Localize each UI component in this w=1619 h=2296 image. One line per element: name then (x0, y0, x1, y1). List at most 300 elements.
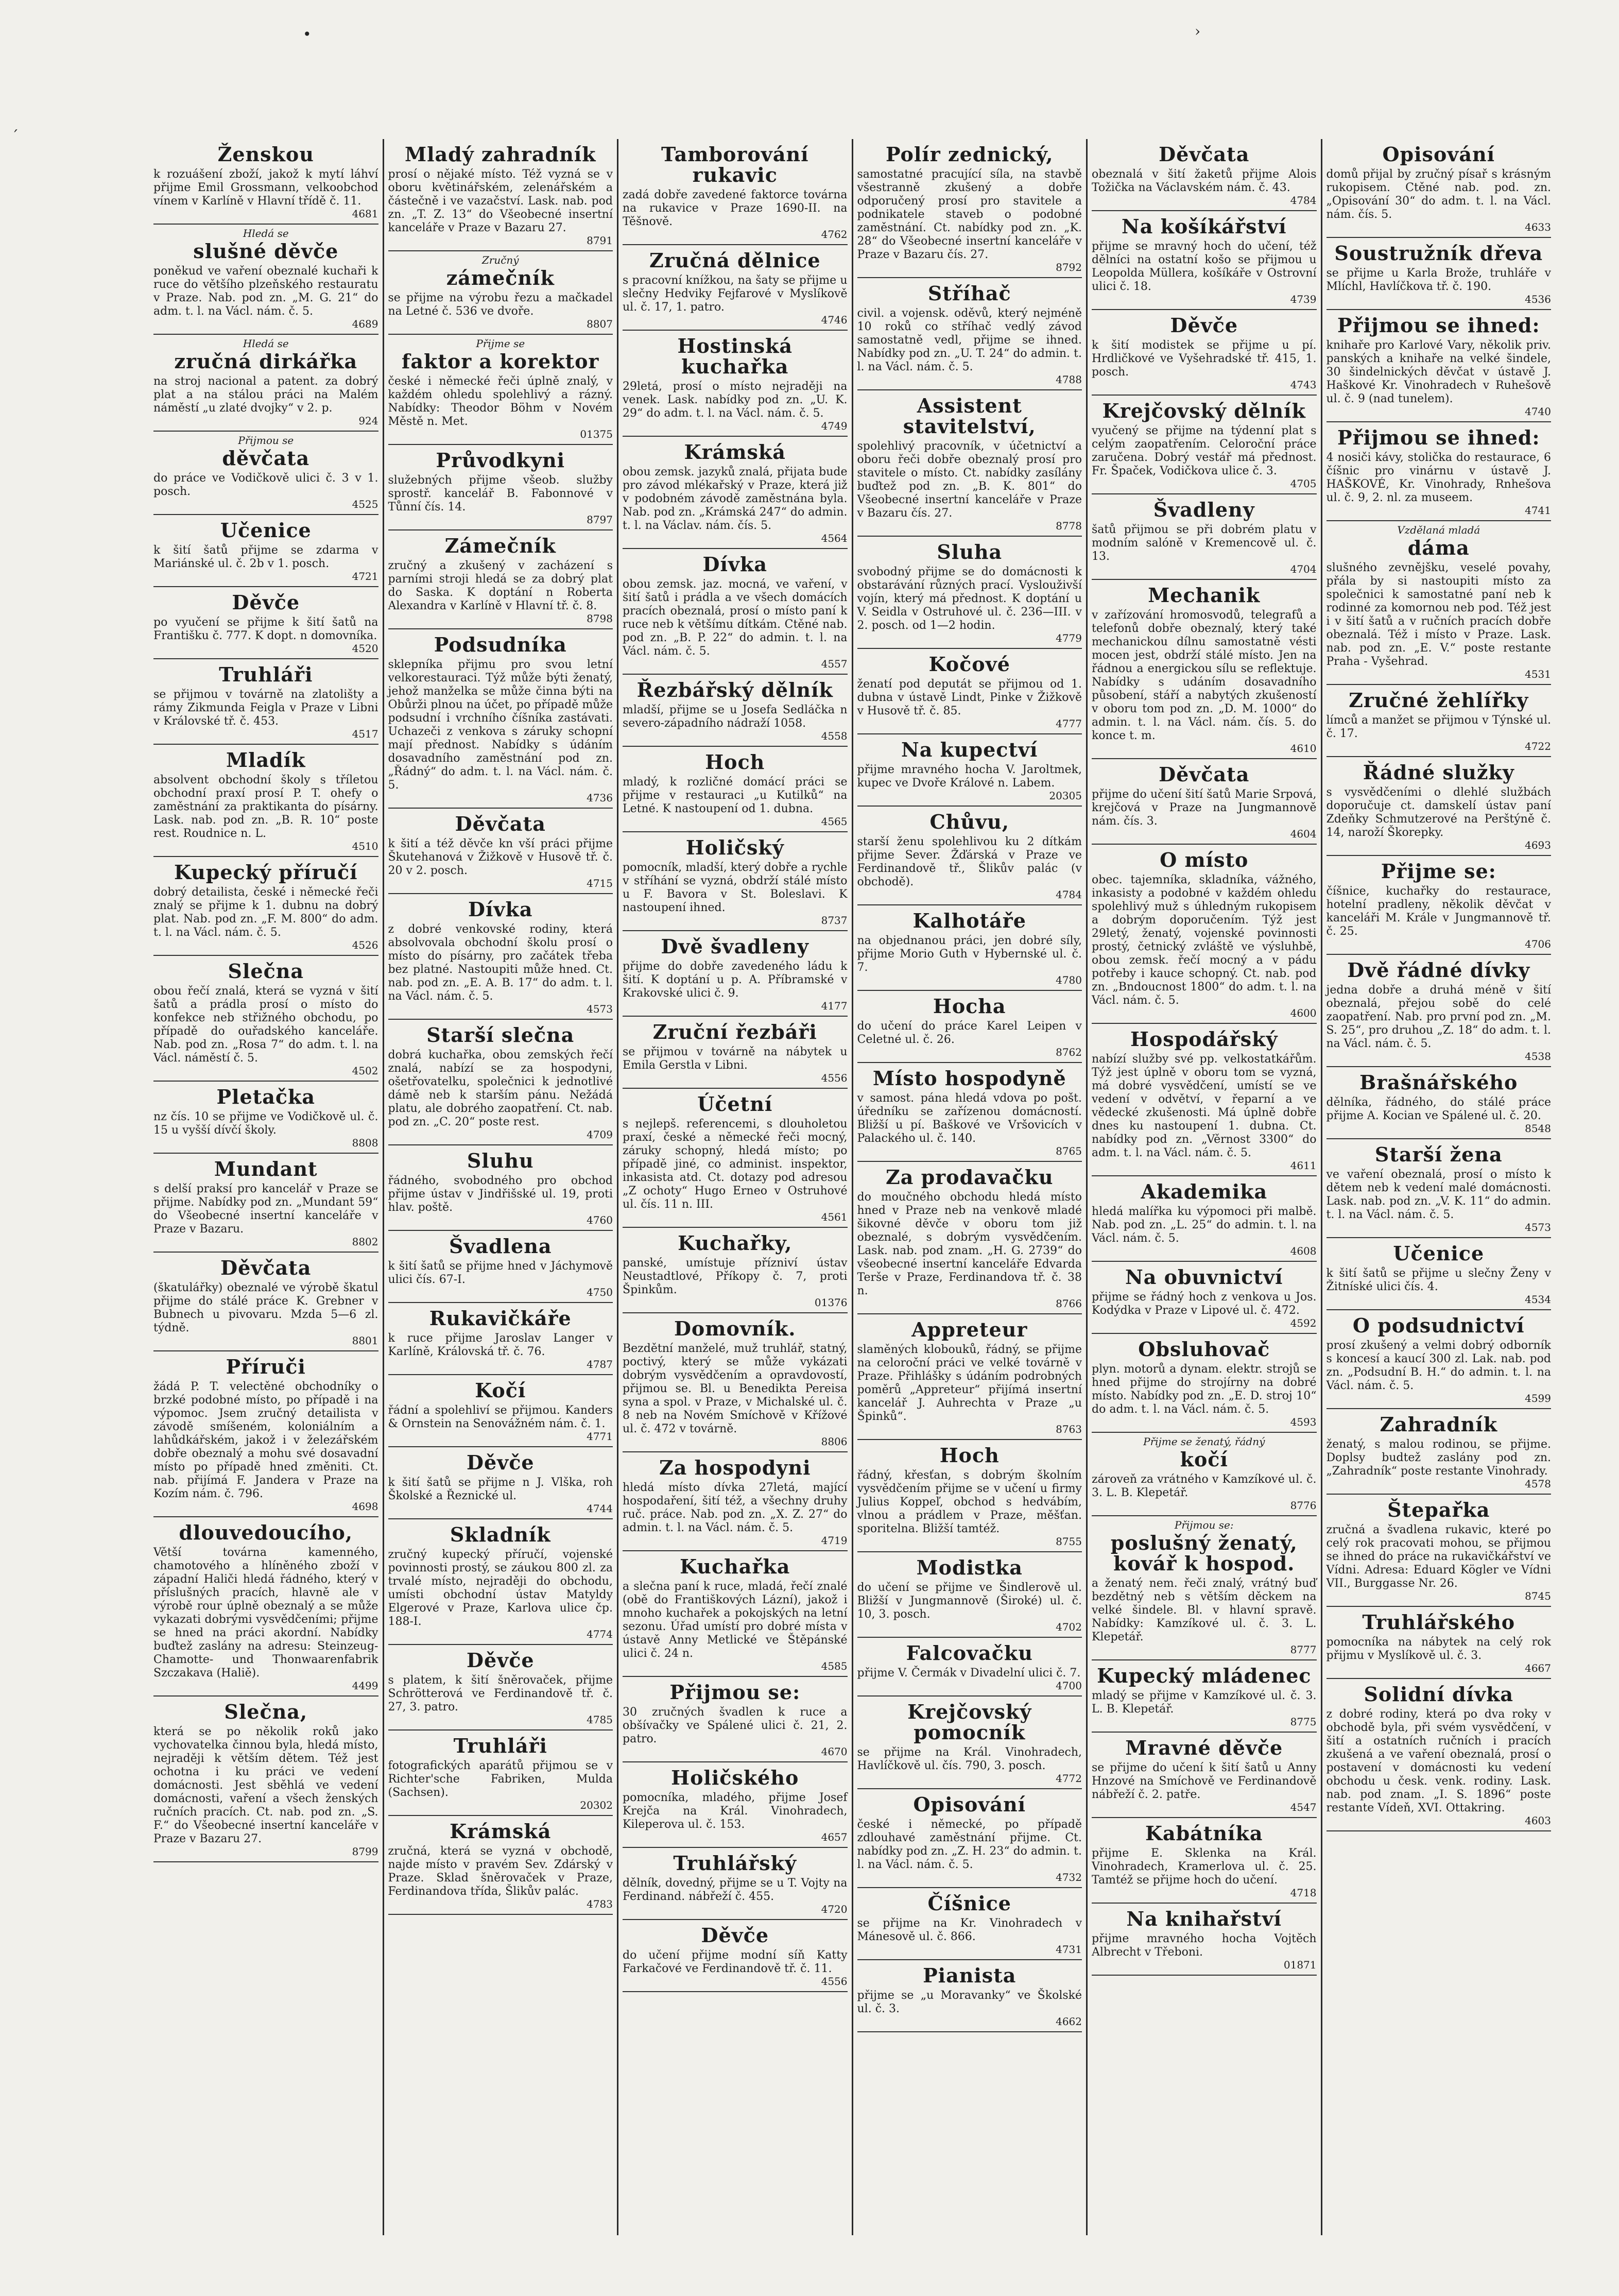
ad-text: do učení do práce Karel Leipen v Celetné ul. č. 26. (857, 1020, 1082, 1046)
classified-ad (388, 1730, 613, 1816)
ad-text: slušného zevnějšku, veselé povahy, přála by si nastoupiti místo za společnici k samostatné paní neb k rodinné za komornou neb pod. Též jest i v šití šatů a v ručních pracích dobře obeznalá. Též i místo v Praze. Lask. nab. pod zn. „E. V.“ poste restante Praha - Vyšehrad. (1326, 561, 1551, 668)
ad-code: 4779 (1056, 632, 1082, 644)
classified-ad (388, 894, 613, 1020)
ad-code: 8745 (1525, 1590, 1551, 1602)
classified-ad (623, 245, 848, 331)
classified-ad (388, 629, 613, 809)
classified-ad (1092, 1024, 1317, 1176)
classified-ad (1092, 1904, 1317, 1976)
ad-code: 8808 (352, 1137, 378, 1149)
classified-ad (1092, 580, 1317, 759)
ad-title: Štepařka (1387, 1498, 1490, 1521)
ad-code: 4510 (352, 840, 378, 852)
ad-title: Kočové (928, 653, 1010, 676)
ad-title: Děvče (466, 1649, 535, 1672)
classified-ad (388, 1816, 613, 1915)
ad-code: 8792 (1056, 261, 1082, 273)
ad-text: české i německé řeči úplně znalý, v každém ohledu spolehlivý a rázný. Nabídky: Theodor Böhm v Novém Městě n. Met. (388, 375, 613, 428)
ad-title: zámečník (446, 266, 555, 289)
ad-text: k šití modistek se přijme u pí. Hrdličkové ve Vyšehradské tř. 415, 1. posch. (1092, 339, 1317, 379)
ad-title: Kočí (475, 1379, 526, 1402)
ad-text: s platem, k šití šněrovaček, přijme Schrötterová ve Ferdinandově tř. č. 27, 3. patro. (388, 1674, 613, 1714)
classified-ad (153, 1082, 378, 1154)
ad-title: Opisování (1382, 143, 1495, 166)
ad-code: 924 (358, 415, 378, 427)
classified-ad (623, 747, 848, 832)
classified-ad (857, 278, 1082, 390)
ad-title: Děvčata (1159, 763, 1250, 786)
ad-title: Truhlářského (1362, 1610, 1515, 1634)
ad-title: Kabátníka (1145, 1822, 1263, 1845)
ad-text: domů přijal by zručný písař s krásným rukopisem. Ctěné nab. pod. zn. „Opisování 30“ do adm. t. l. na Václ. nám. čís. 5. (1326, 168, 1551, 221)
classified-ad (153, 335, 378, 432)
ad-pretitle: Přijmou se (238, 434, 294, 447)
ad-code: 4746 (821, 314, 848, 326)
ad-text: knihaře pro Karlové Vary, několik priv. panských a knihaře na velké šindele, 30 šindelnických děvčat v ústavě J. Haškové Kr. Vinohradech v Ruhešově ul. č. 9 (nad tunelem). (1326, 339, 1551, 405)
ad-text: se přijme na Král. Vinohradech, Havlíčkově ul. čís. 790, 3. posch. (857, 1746, 1082, 1772)
ad-text: civil. a vojensk. oděvů, který nejméně 10 roků co stříhač vedlý závod samostatně vedl, přijme se ihned. Nabídky pod zn. „U. T. 24“ do admin. t. l. na Václ. nám. č. 5. (857, 307, 1082, 373)
ad-title: Solidní dívka (1364, 1683, 1514, 1706)
ad-code: 8806 (821, 1435, 848, 1448)
ad-code: 01376 (814, 1296, 848, 1309)
ad-code: 4657 (821, 1831, 848, 1843)
ad-title: Dívka (468, 898, 533, 921)
classified-ad (623, 675, 848, 747)
ad-title: Učenice (1393, 1242, 1485, 1265)
ad-code: 4557 (821, 658, 848, 670)
ad-text: dobrá kuchařka, obou zemských řečí znalá, nabízí se za hospodyni, ošetřovatelku, společnici k jednotlivé dámě neb k starším pánu. Nežádá platu, ale dobrého zaopatření. Ct. nab. pod zn. „C. 20“ poste rest. (388, 1049, 613, 1128)
classified-ad (153, 139, 378, 225)
ad-code: 4600 (1290, 1007, 1317, 1019)
classified-ad (153, 225, 378, 335)
ad-code: 4771 (587, 1430, 613, 1443)
ad-text: panské, umístuje přízniví ústav Neustadtlové, Příkopy č. 7, proti Špinkům. (623, 1257, 848, 1296)
classified-ad (1327, 422, 1552, 521)
classified-ad (623, 549, 848, 675)
classified-ad (1327, 310, 1552, 422)
ad-title: Mladý zahradník (405, 143, 596, 166)
ad-title: Truhláři (219, 663, 313, 686)
ad-code: 4608 (1290, 1245, 1317, 1257)
ad-text: ve vaření obeznalá, prosí o místo k dětem neb k vedení malé domácnosti. Lask. nab. pod zn. „V. K. 11“ do admin. t. l. na Václ. nám. č. 5. (1326, 1168, 1551, 1221)
ad-title: Účetní (697, 1092, 773, 1116)
ad-code: 4592 (1290, 1317, 1317, 1329)
ad-text: do učení přijme modní síň Katty Farkačové ve Ferdinandově tř. č. 11. (623, 1949, 848, 1975)
ad-text: a ženatý nem. řeči znalý, vrátný buď bezdětný neb s větším děckem na velké šindele. Bl. v hlavní spravě. Nabídky: Kamzíkové ul. č. 3. L. Klepetář. (1092, 1577, 1317, 1643)
classified-ad (623, 1762, 848, 1848)
ad-code: 4573 (587, 1003, 613, 1015)
classified-ad (1327, 1139, 1552, 1238)
classified-ad (857, 390, 1082, 537)
ad-code: 4531 (1525, 668, 1551, 680)
classified-ad (857, 1552, 1082, 1638)
ad-title: Hocha (933, 995, 1006, 1018)
classified-ad (1092, 494, 1317, 580)
ad-title: Na košíkářství (1121, 215, 1287, 238)
ad-text: mladší, přijme se u Josefa Sedláčka n severo-západního nádraží 1058. (623, 704, 848, 730)
ad-title: Assistent stavitelství, (903, 394, 1036, 438)
classified-ad (623, 832, 848, 931)
ad-code: 4534 (1525, 1293, 1551, 1306)
ad-title: Ženskou (217, 143, 314, 166)
ad-text: přijme se mravný hoch do učení, též dělníci na ostatní košo se přijmou u Leopolda Müllera, košíkáře v Ostrovní ulici č. 18. (1092, 240, 1317, 293)
ad-title: Průvodkyni (436, 449, 565, 472)
ad-text: k rozuášení zboží, jakož k mytí láhví přijme Emil Grossmann, velkoobchod vínem v Karlíně v Hlavní třídě č. 11. (153, 168, 378, 208)
ad-code: 8762 (1056, 1046, 1082, 1058)
ad-title: Za prodavačku (885, 1166, 1054, 1189)
ad-text: obec. tajemníka, skladníka, vážného, inkasisty a podobné v každém ohledu spolehlivý muž s úhledným rukopisem a dobrým doporučením. Týž jest 29letý, ženatý, vojenské povinnosti prostý, četnický zvláště ve výsluhbě, obou zemsk. řečí mocný a v pádu potřeby i kauce schopný. Ct. nab. pod zn. „Bndoucnost 1800“ do adm. t. l. na Václ. nám. č. 5. (1092, 873, 1317, 1007)
ad-code: 8763 (1056, 1423, 1082, 1435)
ad-text: žádá P. T. velectěné obchodníky o brzké podobné místo, po případě i na výpomoc. Jsem zručný detailista v závodě smíšeném, koloniálním a lahůdkářském, jakož i v železářském dobře obeznalý a mohu své dosavadní místo po případě hned změniti. Ct. nab. přijímá F. Jandera v Praze na Kozím nám. č. 796. (153, 1380, 378, 1500)
ad-text: šatů přijmou se při dobrém platu v modním salóně v Kremencově ul. č. 13. (1092, 523, 1317, 563)
ad-code: 4689 (352, 318, 378, 330)
ad-code: 4558 (821, 730, 848, 742)
ad-pretitle: Zručný (481, 254, 519, 266)
ad-code: 4700 (1056, 1680, 1082, 1692)
ad-text: české i německé, po případě zdlouhavé zaměstnání přijme. Ct. nabídky pod zn. „Z. H. 23“ do admin. t. l. na Václ. nám. č. 5. (857, 1818, 1082, 1871)
classified-ad (388, 335, 613, 445)
ad-code: 4719 (821, 1534, 848, 1547)
ad-text: spolehlivý pracovník, v účetnictví a oboru řeči dobře obeznalý prosí pro stavitele o místo. Ct. nabídky zasílány buďtež pod zn. „B. K. 801“ do Všeobecné insertní kanceláře v Praze v Bazaru čís. 27. (857, 440, 1082, 520)
classified-ad (1092, 1733, 1317, 1818)
ad-text: k ruce přijme Jaroslav Langer v Karlíně, Královská tř. č. 76. (388, 1332, 613, 1358)
ad-code: 4538 (1525, 1050, 1551, 1063)
ad-title: Falcovačku (906, 1641, 1033, 1665)
ad-text: poněkud ve vaření obeznalé kuchaři k ruce do většího plzeňského restauratu v Praze. Nab. pod zn. „M. G. 21“ do adm. t. l. na Václ. nám. č. 5. (153, 265, 378, 318)
ad-title: Domovník. (674, 1317, 796, 1340)
classified-ad (1092, 139, 1317, 211)
ad-text: plyn. motorů a dynam. elektr. strojů se hned přijme do strojírny na dobré místo. Nabídky pod zn. „E. D. stroj 10“ do adm. t. l. na Václ. nám. č. 5. (1092, 1363, 1317, 1416)
ad-text: zručná a švadlena rukavic, které po celý rok pracovati mohou, se přijmou se ihned do práce na rukavičkářství ve Vídni. Adresa: Eduard Kögler ve Vídni VII., Burggasse Nr. 26. (1326, 1523, 1551, 1590)
ad-text: Bezdětní manželé, muž truhlář, statný, poctivý, který se může vykázati dobrým vysvědčením a opravdovostí, přijmou se. Bl. u Benedikta Pereisa syna a spol. v Praze, v Michalské ul. č. 8 neb na Novém Smíchově v Křížové ul. č. 472 v továrně. (623, 1342, 848, 1435)
ad-code: 8755 (1056, 1535, 1082, 1548)
classified-ad (153, 857, 378, 956)
ad-title: Děvče (232, 591, 300, 614)
classified-ad (153, 515, 378, 587)
ad-title: Starší slečna (426, 1023, 575, 1047)
ad-pretitle: Přijmou se: (1174, 1519, 1234, 1531)
ad-text: nz čís. 10 se přijme ve Vodičkově ul. č. 15 u vyšší dívčí školy. (153, 1110, 378, 1137)
ad-title: Švadleny (1153, 498, 1255, 521)
column-3 (617, 139, 852, 2235)
classified-ad (1327, 1679, 1552, 1831)
ad-code: 4702 (1056, 1621, 1082, 1633)
ad-text: s vysvědčeními o dlehlé službách doporučuje ct. damskelí ústav paní Zdeňky Schmutzerové na Perštýně č. 14, naroží Škorepky. (1326, 786, 1551, 839)
ad-code: 4721 (352, 570, 378, 582)
ad-text: zručný kupecký příručí, vojenské povinnosti prostý, se záukou 800 zl. za trvalé místo, nejraději do obchodu, umísti obchodní ústav Matyldy Elgerové v Praze, Karlova ulice čp. 188-I. (388, 1548, 613, 1628)
ad-text: samostatné pracující síla, na stavbě všestranně zkušený a dobře odporučený prosí pro stavitele a podnikatele staveb o podobné zaměstnání. Ct. nabídky pod zn. „K. 28“ do Všeobecné insertní kanceláře v Praze v Bazaru čís. 27. (857, 168, 1082, 261)
classified-ad (1327, 1409, 1552, 1495)
ad-title: Chůvu, (929, 810, 1009, 833)
classified-ad (857, 1063, 1082, 1162)
classified-ad (623, 437, 848, 549)
ad-text: pomocník, mladší, který dobře a rychle v stříhání se vyzná, obdrží stálé místo u F. Bavora v St. Boleslavi. K nastoupení ihned. (623, 861, 848, 914)
ad-code: 4783 (587, 1898, 613, 1910)
ad-title: Na kupectví (901, 738, 1038, 761)
ad-text: přijme mravného hocha Vojtěch Albrecht v Třeboni. (1092, 1932, 1317, 1959)
ad-code: 20305 (1049, 790, 1082, 802)
ad-title: O podsudnictví (1352, 1314, 1525, 1337)
classified-ad (388, 1519, 613, 1645)
ad-title: Zruční řezbáři (652, 1020, 817, 1043)
classified-ad (857, 1638, 1082, 1697)
ad-text: přijme E. Sklenka na Král. Vinohradech, Kramerlova ul. č. 25. Tamtéž se přijme hoch do učení. (1092, 1847, 1317, 1887)
classified-ad (623, 1677, 848, 1762)
ad-text: z dobré venkovské rodiny, která absolvovala obchodní školu prosí o místo do písárny, pro začátek třeba bez platné. Nastoupiti může hned. Ct. nab. pod zn. „E. A. B. 17“ do adm. t. l. na Václ. nám. č. 5. (388, 923, 613, 1003)
ad-code: 8776 (1290, 1499, 1317, 1512)
ad-text: se přijme do učení k šití šatů u Anny Hnzové na Smíchově ve Ferdinandově nábřeží č. 2. patře. (1092, 1761, 1317, 1801)
ad-code: 4760 (587, 1214, 613, 1226)
ad-code: 8802 (352, 1236, 378, 1248)
ad-title: Krejčovský pomocník (907, 1700, 1032, 1744)
ad-title: Děvčata (455, 812, 546, 835)
ad-text: pomocníka na nábytek na celý rok přijmu v Myslíkově ul. č. 3. (1326, 1636, 1551, 1662)
ad-code: 4681 (352, 208, 378, 220)
classified-ad (857, 734, 1082, 807)
ad-title: Modistka (916, 1556, 1023, 1579)
ad-code: 8801 (352, 1334, 378, 1347)
ad-text: mladý se přijme v Kamzíkové ul. č. 3. L. B. Klepetář. (1092, 1689, 1317, 1716)
ad-text: z dobré rodiny, která po dva roky v obchodě byla, při svém vysvědčení, v šití a ostatních ručních i pracích zkušená a ve vaření obeznalá, prosí o postavení v domácnosti ku vedení obchodu u česk. venk. rodiny. Lask. nab. pod znam. „I. S. 1896“ poste restante Vídeň, XVI. Ottakring. (1326, 1708, 1551, 1814)
classified-ad (1092, 845, 1317, 1024)
ad-code: 4784 (1290, 194, 1317, 207)
ad-title: Na knihařství (1126, 1907, 1282, 1930)
ad-title: Řezbářský dělník (636, 678, 833, 701)
classified-ad (153, 1351, 378, 1517)
classified-ad (1092, 1262, 1317, 1334)
ad-title: Mechanik (1148, 584, 1261, 607)
ad-code: 4517 (352, 728, 378, 740)
classified-ad (153, 1517, 378, 1697)
ad-code: 4718 (1290, 1887, 1317, 1899)
ad-text: k šití šatů se přijme u slečny Ženy v Žitníské ulici čís. 4. (1326, 1267, 1551, 1293)
classified-ad (153, 1154, 378, 1253)
classified-ad (1092, 759, 1317, 845)
classified-ad (1327, 757, 1552, 856)
ad-code: 4750 (587, 1286, 613, 1298)
ad-title: O místo (1160, 848, 1249, 871)
ad-title: Truhláři (453, 1734, 547, 1757)
ad-code: 4556 (821, 1975, 848, 1987)
ad-text: řádní a spolehliví se přijmou. Kanders & Ornstein na Senovážném nám. č. 1. (388, 1404, 613, 1430)
ad-title: Kuchařky, (678, 1231, 793, 1255)
ad-code: 4525 (352, 498, 378, 510)
ad-title: Číšnice (927, 1892, 1011, 1915)
ad-code: 4704 (1290, 563, 1317, 575)
ad-code: 4693 (1525, 839, 1551, 851)
ad-code: 4611 (1290, 1159, 1317, 1172)
ad-code: 4547 (1290, 1801, 1317, 1813)
classified-ad (153, 432, 378, 515)
classified-ad (1092, 1433, 1317, 1516)
ad-text: do učení se přijme ve Šindlerově ul. Bližší v Jungmannově (Široké) ul. č. 10, 3. posch. (857, 1581, 1082, 1621)
classified-ad (857, 807, 1082, 905)
ad-title: Řádné služky (1363, 761, 1514, 784)
ad-title: Mladík (226, 748, 306, 772)
ad-text: služebných přijme všeob. služby sprostř. kancelář B. Fabonnové v Tůnní čís. 14. (388, 474, 613, 513)
classified-ad (1092, 1516, 1317, 1660)
ad-text: vyučený se přijme na týdenní plat s celým zaopatřením. Celoroční práce zaručena. Dobrý vestář má přednost. Fr. Špaček, Vodičkova ulice č. 3. (1092, 424, 1317, 477)
ad-code: 4772 (1056, 1772, 1082, 1785)
ad-text: na stroj nacional a patent. za dobrý plat a na stálou práci na Malém náměstí „u zlaté dvojky“ v 2. p. (153, 375, 378, 415)
ad-text: límců a manžet se přijmou v Týnské ul. č. 17. (1326, 714, 1551, 740)
ad-text: která se po několik roků jako vychovatelka činnou byla, hledá místo, nejraději k větším dětem. Též jest ochotna i ku práci ve vedení domácnosti. Jest sběhlá ve vedení domácnosti, vaření a všech ženských ručních pracích. Ct. nab. pod zn. „S. F.“ do Všeobecné insertní kanceláře v Praze v Bazaru 27. (153, 1725, 378, 1845)
column-1 (149, 139, 383, 2235)
ad-text: ženatý, s malou rodinou, se přijme. Doplsy budtež zaslány pod zn. „Zahradník“ poste restante Vinohrady. (1326, 1438, 1551, 1478)
ad-pretitle: Vzdělaná mladá (1397, 524, 1480, 536)
ad-code: 4788 (1056, 373, 1082, 386)
ad-text: přijme se řádný hoch z venkova u Jos. Kodýdka v Praze v Lipové ul. č. 472. (1092, 1291, 1317, 1317)
ad-code: 4777 (1056, 717, 1082, 730)
ad-text: přijme V. Čermák v Divadelní ulici č. 7. (857, 1667, 1081, 1680)
ad-code: 4731 (1056, 1943, 1082, 1956)
ad-code: 4564 (821, 532, 848, 544)
ad-code: 4743 (1290, 379, 1317, 391)
classified-ad (153, 745, 378, 857)
ad-text: přijme mravného hocha V. Jaroltmek, kupec ve Dvoře Králové n. Labem. (857, 763, 1082, 790)
ad-text: v samost. pána hledá vdova po pošt. úředníku se zařízenou domácností. Bližší u pí. Baškové ve Vršovicích v Palackého ul. č. 140. (857, 1092, 1082, 1145)
ad-code: 8797 (587, 513, 613, 526)
classified-ad (857, 991, 1082, 1063)
ad-code: 4705 (1290, 477, 1317, 490)
ad-code: 01375 (580, 428, 613, 440)
ad-title: Stříhač (927, 282, 1011, 305)
ad-text: fotografických aparátů přijmou se v Richter'sche Fabriken, Mulda (Sachsen). (388, 1759, 613, 1799)
ad-code: 4741 (1525, 504, 1551, 517)
ad-text: řádného, svobodného pro obchod přijme ústav v Jindřišské ul. 19, proti hlav. poště. (388, 1174, 613, 1214)
ad-code: 4698 (352, 1500, 378, 1513)
ad-title: Hoch (705, 750, 765, 774)
ad-title: Kupecký příručí (174, 861, 358, 884)
classified-ad (1327, 521, 1552, 685)
ad-text: hledá malířka ku výpomoci při malbě. Nab. pod zn. „L. 25“ do admin. t. l. na Václ. nám. č. 5. (1092, 1205, 1317, 1245)
classified-ad (857, 1314, 1082, 1440)
ad-pretitle: Přijme se (476, 337, 525, 350)
ad-text: do práce ve Vodičkově ulici č. 3 v 1. posch. (153, 472, 378, 498)
ad-text: a slečna paní k ruce, mladá, řečí znalé (obě do Františkových Lázní), jakož i mnoho kuchařek a pokojských na letní sezonu. Úřad umístí pro dobré místa v ústavě Anny Metlické ve Štěpánské ulici č. 24 n. (623, 1580, 848, 1660)
ad-text: absolvent obchodní školy s tříletou obchodní praxí prosí P. T. ohefy o zaměstnání za praktikanta do písárny. Lask. nab. pod zn. „B. R. 10“ poste rest. Roudnice n. L. (153, 774, 378, 840)
ad-text: řádný, křesťan, s dobrým školním vysvědčením přijme se v učení u firmy Julius Koppeľ, obchod s hedvábím, vlnou a prádlem v Praze, měšťan. sporitelna. Bližší tamtéž. (857, 1469, 1082, 1535)
classified-ad (857, 1960, 1082, 2032)
ad-text: sklepníka přijmu pro svou letní velkorestauraci. Týž může býti ženatý, jehož manželka se může činna býti na Obůrži plnou na účet, po případě může podsudní i vrchního číšníka zastávati. Uchazeči z venkova s záruky schopní mají přednost. Nabídky s údáním dosavadního zaměstnání pod zn. „Řádný“ do adm. t. l. na Václ. nám. č. 5. (388, 658, 613, 792)
ad-title: Zručná dělnice (649, 249, 821, 272)
classified-ad (857, 1789, 1082, 1888)
ad-title: Krámská (684, 440, 786, 464)
ad-title: Přijmou se ihned: (1337, 314, 1540, 337)
ad-title: Podsudníka (434, 633, 567, 656)
ad-title: Mravné děvče (1125, 1736, 1283, 1759)
ad-code: 4604 (1290, 828, 1317, 840)
classified-ad (388, 139, 613, 251)
ad-title: Děvče (466, 1451, 535, 1474)
ad-text: s delší praksí pro kancelář v Praze se přijme. Nabídky pod zn. „Mundant 59“ do Všeobecné insertní kanceláře v Praze v Bazaru. (153, 1183, 378, 1236)
ad-text: 4 nosiči kávy, stolička do restaurace, 6 číšnic pro vinárnu v ústavě J. HAŠKOVÉ, Kr. Vinohrady, Rnhešova ul. č. 9, 2. nl. za museem. (1326, 451, 1551, 504)
ad-text: zručný a zkušený v zacházení s parními stroji hledá se za dobrý plat do Saska. K doptání n Roberta Alexandra v Karlíně v Hlavní tř. č. 8. (388, 559, 613, 612)
ad-text: přijme do dobře zavedeného ládu k šití. K doptání u p. A. Příbramské v Krakovské ulici č. 9. (623, 960, 848, 1000)
ad-title: Akademika (1141, 1180, 1268, 1203)
ad-code: 4177 (821, 1000, 848, 1012)
ad-code: 4667 (1525, 1662, 1551, 1674)
ad-text: svobodný přijme se do domácnosti k obstarávání různých prací. Vyslouživší vojín, který má přednost. K doptání u V. Seidla v Ostruhové ul. č. 236—III. v 2. posch. od 1—2 hodin. (857, 566, 1082, 632)
classified-ad (388, 1231, 613, 1303)
classified-ad (623, 1089, 848, 1228)
ad-text: obou zemsk. jazyků znalá, přijata bude pro závod mlékařský v Praze, která již v podobném závodě zaměstnána byla. Nab. pod zn. „Krámská 247“ do admin. t. l. na Václav. nám. čís. 5. (623, 466, 848, 532)
classified-ad (1327, 1495, 1552, 1607)
ad-code: 8791 (587, 234, 613, 247)
ad-title: Na obuvnictví (1125, 1265, 1283, 1289)
classified-ad (857, 537, 1082, 649)
ad-title: Děvčata (220, 1256, 312, 1279)
ad-text: 30 zručných švadlen k ruce a obšívačky ve Spálené ulici č. 21, 2. patro. (623, 1706, 848, 1745)
ad-title: Místo hospodyně (872, 1067, 1066, 1090)
ad-text: se přijme na výrobu řezu a mačkadel na Letné č. 536 ve dvoře. (388, 292, 613, 318)
ad-title: Mundant (214, 1157, 318, 1180)
ad-title: děvčata (222, 447, 310, 470)
ad-title: Truhlářský (673, 1852, 797, 1875)
ad-title: poslušný ženatý, kovář k hospod. (1110, 1531, 1298, 1575)
classified-ad (1092, 1818, 1317, 1904)
ad-title: Tamborování rukavic (661, 143, 809, 186)
ad-title: Zručné žehlířky (1349, 689, 1529, 712)
classified-ad (623, 139, 848, 245)
ad-text: po vyučení se přijme k šití šatů na Františku č. 777. K dopt. n domovníka. (153, 616, 378, 642)
classified-ad (388, 809, 613, 894)
classified-ad (1327, 139, 1552, 238)
ad-title: Za hospodyni (659, 1456, 811, 1479)
classified-ad (857, 649, 1082, 734)
classified-ad (388, 1375, 613, 1447)
ad-title: Přijmou se ihned: (1337, 426, 1540, 449)
ad-title: Švadlena (449, 1235, 552, 1258)
classified-ad (857, 139, 1082, 278)
ad-code: 4573 (1525, 1221, 1551, 1233)
ad-code: 4603 (1525, 1814, 1551, 1827)
ad-text: 29letá, prosí o místo nejraději na venek. Lask. nabídky pod zn. „U. K. 29“ do adm. t. l. na Václ. nám. č. 5. (623, 380, 848, 420)
ad-text: zručná, která se vyzná v obchodě, najde místo v pravém Sev. Zdárský v Praze. Sklad šněrovaček v Praze, Ferdinandova třída, Šlikův palác. (388, 1845, 613, 1898)
ad-text: k šití šatů se přijme n J. Vlška, roh Školské a Řeznické ul. (388, 1476, 613, 1502)
ad-code: 4722 (1525, 740, 1551, 752)
ad-title: Sluhu (467, 1149, 534, 1172)
ad-title: Kuchařka (680, 1555, 790, 1578)
ad-code: 4599 (1525, 1392, 1551, 1404)
ad-code: 8777 (1290, 1643, 1317, 1656)
ad-text: zadá dobře zavedené faktorce továrna na rukavice v Praze 1690-II. na Těšnově. (623, 189, 848, 228)
column-5 (1086, 139, 1321, 2235)
ad-title: Starší žena (1374, 1143, 1503, 1166)
classified-ad (388, 1020, 613, 1145)
ad-title: Dvě řádné dívky (1347, 958, 1530, 982)
classified-ad (388, 445, 613, 530)
ad-code: 8799 (352, 1845, 378, 1858)
ad-code: 8765 (1056, 1145, 1082, 1157)
classified-ad (623, 1017, 848, 1089)
classified-ad (388, 1145, 613, 1231)
ad-code: 4502 (352, 1065, 378, 1077)
classified-ad (1092, 1334, 1317, 1433)
ad-text: starší ženu spolehlivou ku 2 dítkám přijme Sever. Žďárská v Praze ve Ferdinandově tř., Šlikův palác (v obchodě). (857, 835, 1082, 888)
ad-text: mladý, k rozličné domácí práci se přijme v restauraci „u Kutilků“ na Letné. K nastoupení od 1. dubna. (623, 776, 848, 815)
ad-text: v zařízování hromosvodů, telegrafů a telefonů dobře obeznalý, který také mechanickou dílnu samostatně vésti mocen jest, obdrží stálé místo. Jen na řádnou a energickou sílu se reflektuje. Nabídky s udáním dosavadního působení, stáří a nabytých zkušeností v oboru tom pod zn. „D. M. 1000“ do admin. t. l. na Václ. nám. čís. 5. do konce t. m. (1092, 609, 1317, 742)
ad-code: 4732 (1056, 1871, 1082, 1883)
ad-title: Opisování (913, 1793, 1026, 1816)
classified-ad (623, 1551, 848, 1677)
ad-title: dlouvedoucího, (179, 1521, 353, 1544)
ad-code: 4565 (821, 815, 848, 828)
classified-ad (388, 1645, 613, 1730)
classified-ad (623, 1452, 848, 1551)
ad-text: na objednanou práci, jen dobré síly, přijme Morio Guth v Hybernské ul. č. 7. (857, 934, 1082, 974)
classified-ad (857, 905, 1082, 991)
